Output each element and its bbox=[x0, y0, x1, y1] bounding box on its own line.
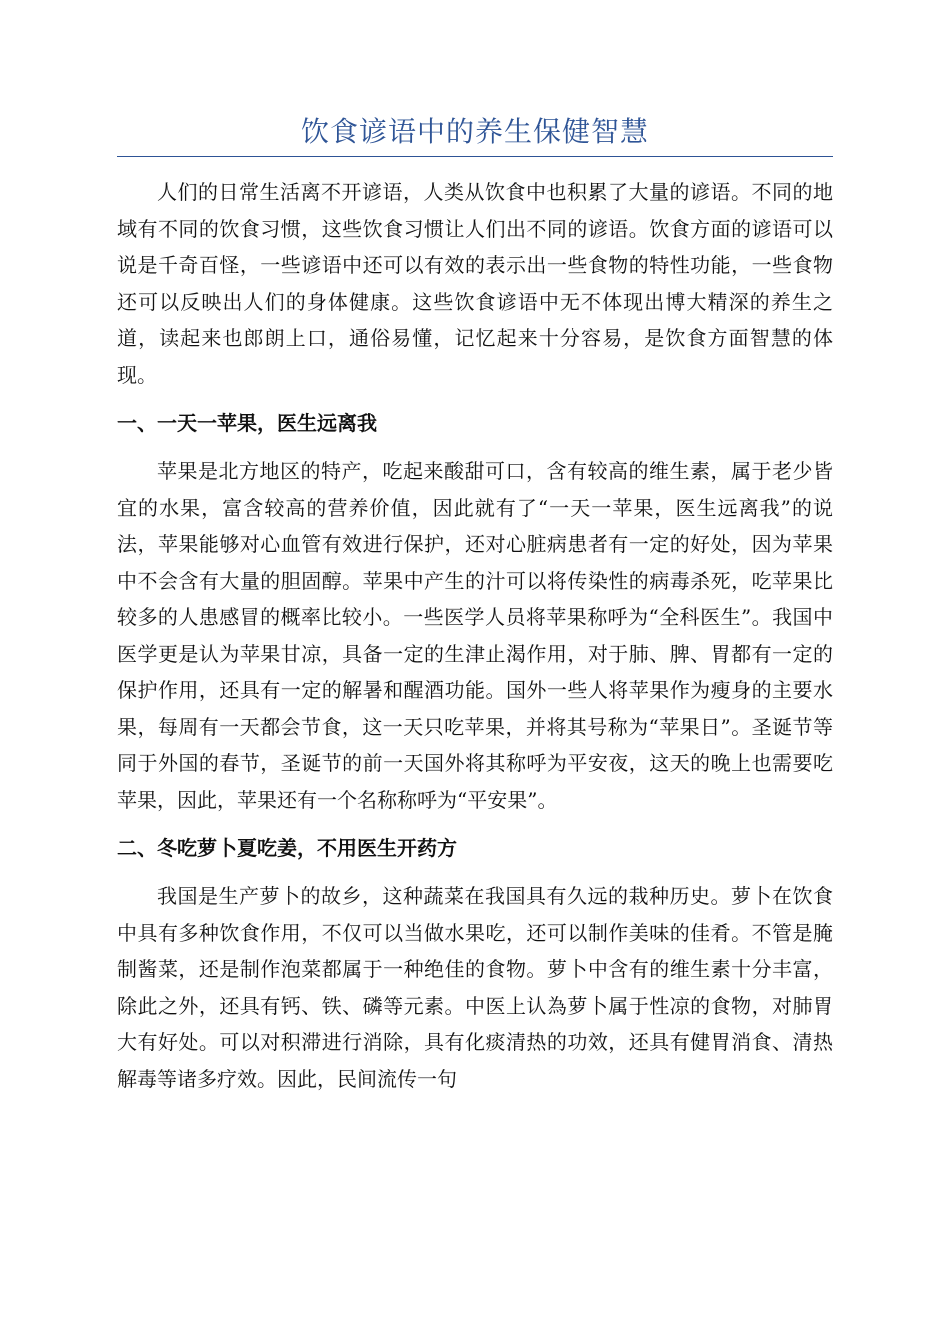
intro-paragraph: 人们的日常生活离不开谚语，人类从饮食中也积累了大量的谚语。不同的地域有不同的饮食习惯，这些饮食习惯让人们出不同的谚语。饮食方面的谚语可以说是千奇百怪，一些谚语中还可以有效的表示出一些食物的特性功能，一些食物还可以反映出人们的身体健康。这些饮食谚语中无不体现出博大精深的养生之道，读起来也郎朗上口，通俗易懂，记忆起来十分容易，是饮食方面智慧的体现。 bbox=[117, 180, 833, 387]
section-body-2: 我国是生产萝卜的故乡，这种蔬菜在我国具有久远的栽种历史。萝卜在饮食中具有多种饮食作用，不仅可以当做水果吃，还可以制作美味的佳肴。不管是腌制酱菜，还是制作泡菜都属于一种绝佳的食物。萝卜中含有的维生素十分丰富，除此之外，还具有钙、铁、磷等元素。中医上认為萝卜属于性凉的食物，对肺胃大有好处。可以对积滞进行消除，具有化痰清热的功效，还具有健胃消食、清热解毒等诸多疗效。因此，民间流传一句 bbox=[117, 884, 833, 1091]
spacer bbox=[117, 393, 833, 405]
document-body bbox=[117, 174, 833, 1097]
spacer bbox=[117, 441, 833, 453]
section-body-1: 苹果是北方地区的特产，吃起来酸甜可口，含有较高的维生素，属于老少皆宜的水果，富含较高的营养价值，因此就有了“一天一苹果，医生远离我”的说法，苹果能够对心血管有效进行保护，还对心脏病患者有一定的好处，因为苹果中不会含有大量的胆固醇。苹果中产生的汁可以将传染性的病毒杀死，吃苹果比较多的人患感冒的概率比较小。一些医学人员将苹果称呼为“全科医生”。我国中医学更是认为苹果甘凉，具备一定的生津止渴作用，对于肺、脾、胃都有一定的保护作用，还具有一定的解暑和醒酒功能。国外一些人将苹果作为瘦身的主要水果，每周有一天都会节食，这一天只吃苹果，并将其号称为“苹果日”。圣诞节等同于外国的春节，圣诞节的前一天国外将其称呼为平安夜，这天的晚上也需要吃苹果，因此，苹果还有一个名称称呼为“平安果”。 bbox=[117, 459, 833, 812]
section-heading-2: 二、冬吃萝卜夏吃姜，不用医生开药方 bbox=[117, 836, 457, 860]
section-heading-1: 一、一天一苹果，医生远离我 bbox=[117, 411, 377, 435]
spacer bbox=[117, 818, 833, 830]
spacer bbox=[117, 866, 833, 878]
title-underline bbox=[117, 156, 833, 157]
document-title: 饮食谚语中的养生保健智慧 bbox=[300, 115, 649, 148]
